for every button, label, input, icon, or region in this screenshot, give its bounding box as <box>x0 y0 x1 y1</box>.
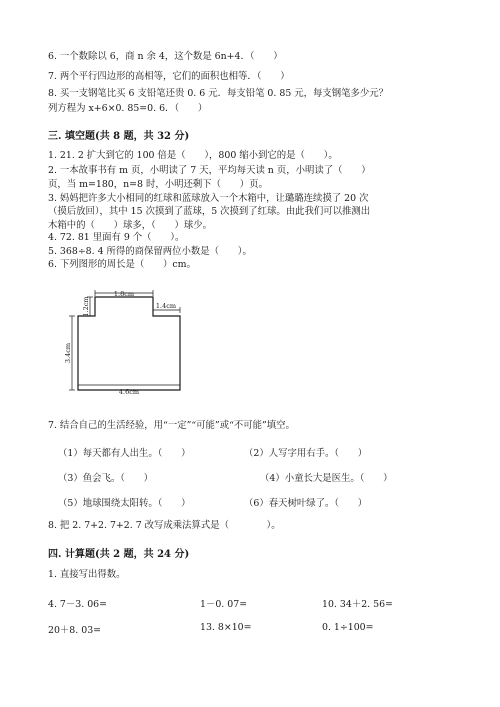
fill-item-5: 5. 368÷8. 4 所得的商保留两位小数是（ ）。 <box>48 246 252 257</box>
judge-item-7: 7. 两个平行四边形的高相等，它们的面积也相等．（ ） <box>48 71 290 82</box>
calc-expression: 10. 34＋2. 56= <box>322 599 393 610</box>
label-bottom-width: 4.6cm <box>118 388 140 396</box>
label-height: 3.4cm <box>64 342 72 364</box>
calc-expression: 1－0. 07= <box>200 599 248 610</box>
calc-item-1-intro: 1. 直接写出得数。 <box>48 569 126 580</box>
fill-item-3-cont-b: 木箱中的（ ）球多，（ ）球少。 <box>48 220 213 231</box>
label-top-width: 1.8cm <box>113 290 135 298</box>
label-notch-height: 1.2cm <box>82 296 90 317</box>
calc-expression: 20＋8. 03= <box>48 625 102 636</box>
fill-item-7-5: （5）地球围绕太阳转。（ ） <box>58 498 191 509</box>
fill-item-1: 1. 21. 2 扩大到它的 100 倍是（ ），800 缩小到它的是（ ）。 <box>48 150 338 161</box>
judge-item-6: 6. 一个数除以 6，商 n 余 4，这个数是 6n+4．（ ） <box>48 51 283 62</box>
fill-item-8: 8. 把 2. 7+2. 7+2. 7 改写成乘法算式是（ ）。 <box>48 520 281 531</box>
label-right-step: 1.4cm <box>155 302 177 310</box>
fill-item-3: 3. 妈妈把许多大小相同的红球和蓝球放入一个木箱中，让璐璐连续摸了 20 次 <box>48 193 369 204</box>
fill-item-3-cont-a: （摸后放回），其中 15 次摸到了蓝球，5 次摸到了红球。由此我们可以推测出 <box>48 206 371 217</box>
fill-item-7-1: （1）每天都有人出生。（ ） <box>58 448 191 459</box>
fill-item-7-6: （6）春天树叶绿了。（ ） <box>244 498 368 509</box>
fill-item-7-3: （3）鱼会飞。（ ） <box>58 473 154 484</box>
figure-outline <box>78 297 180 390</box>
calc-expression: 0. 1÷100= <box>322 622 374 633</box>
section-4-heading: 四. 计算题(共 2 题，共 24 分) <box>48 549 190 560</box>
fill-item-4: 4. 72. 81 里面有 9 个（ ）。 <box>48 232 185 243</box>
judge-item-8: 8. 买一支钢笔比买 6 支铅笔还贵 0. 6 元．每支铅笔 0. 85 元，每支钢笔多少元？ <box>48 88 389 99</box>
fill-item-7-intro: 7. 结合自己的生活经验，用“一定”“可能”或“不可能”填空。 <box>48 420 295 431</box>
calc-expression: 13. 8×10= <box>200 622 252 633</box>
fill-item-7-2: （2）人写字用右手。（ ） <box>244 448 368 459</box>
fill-item-7-4: （4）小童长大是医生。（ ） <box>260 473 393 484</box>
fill-item-2-cont: 页，当 m=180，n=8 时，小明还剩下（ ）页。 <box>48 179 268 190</box>
calc-expression: 4. 7－3. 06= <box>48 599 107 610</box>
fill-item-6: 6. 下列图形的周长是（ ）cm。 <box>48 259 196 270</box>
perimeter-figure <box>60 284 200 402</box>
judge-item-8-equation: 列方程为 x+6×0. 85=0. 6．（ ） <box>48 103 208 114</box>
section-3-heading: 三. 填空题(共 8 题，共 32 分) <box>48 131 190 142</box>
fill-item-2: 2. 一本故事书有 m 页，小明读了 7 天，平均每天读 n 页，小明读了（ ） <box>48 165 371 176</box>
